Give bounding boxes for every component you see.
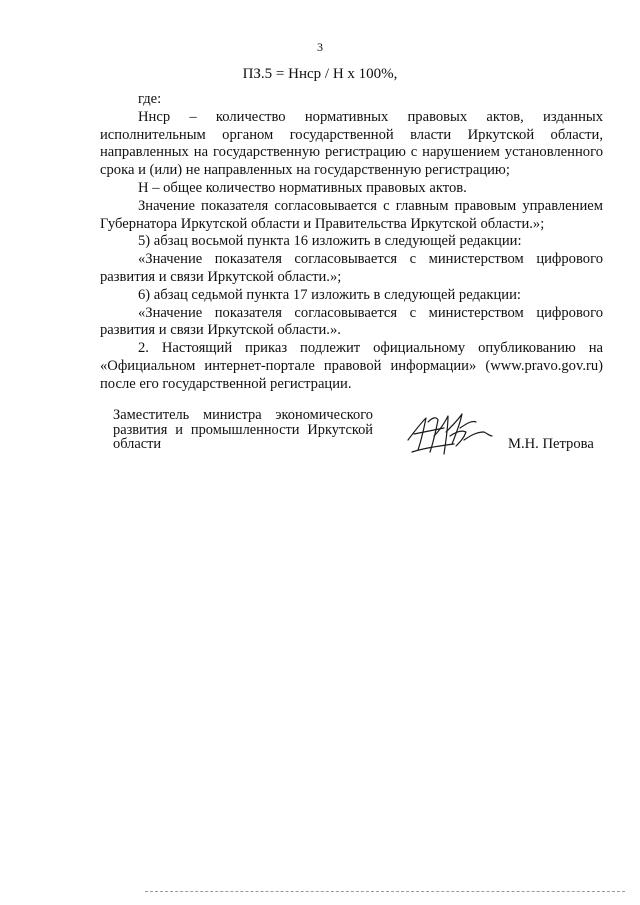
paragraph-item-5-quote: «Значение показателя согласовывается с министерством цифрового развития и связи Иркутской области.»; <box>100 251 603 285</box>
footer-divider <box>145 891 625 892</box>
signatory-name: М.Н. Петрова <box>508 436 594 452</box>
handwritten-signature <box>404 410 496 460</box>
document-body <box>100 91 603 394</box>
signatory-position-line-2: развития и промышленности Иркутской <box>113 421 373 438</box>
paragraph-item-5: 5) абзац восьмой пункта 16 изложить в следующей редакции: <box>138 233 522 250</box>
paragraph-nnsr-definition: Ннср – количество нормативных правовых актов, изданных исполнительным органом государственной власти Иркутской области, направленных на государственную регистрацию с нарушением установленного срока и (или) не направленных на государственную регистрацию; <box>100 108 603 179</box>
paragraph-where: где: <box>138 91 162 107</box>
paragraph-agreement-gpu: Значение показателя согласовывается с главным правовым управлением Губернатора Иркутской области и Правительства Иркутской области.»; <box>100 197 603 232</box>
formula: ПЗ.5 = Ннср / Н х 100%, <box>242 66 398 82</box>
signatory-position-line-3: области <box>113 436 162 453</box>
paragraph-n-definition: Н – общее количество нормативных правовых актов. <box>138 179 467 196</box>
signatory-position-line-1: Заместитель министра экономического <box>113 407 373 423</box>
page-number: 3 <box>317 40 323 54</box>
paragraph-item-6-quote: «Значение показателя согласовывается с министерством цифрового развития и связи Иркутской области.». <box>100 304 603 339</box>
paragraph-publication: 2. Настоящий приказ подлежит официальному опубликованию на «Официальном интернет-портале правовой информации» (www.pravo.gov.ru) после его государственной регистрации. <box>100 340 603 392</box>
paragraph-item-6: 6) абзац седьмой пункта 17 изложить в следующей редакции: <box>138 286 521 303</box>
signatory-position <box>113 408 373 452</box>
